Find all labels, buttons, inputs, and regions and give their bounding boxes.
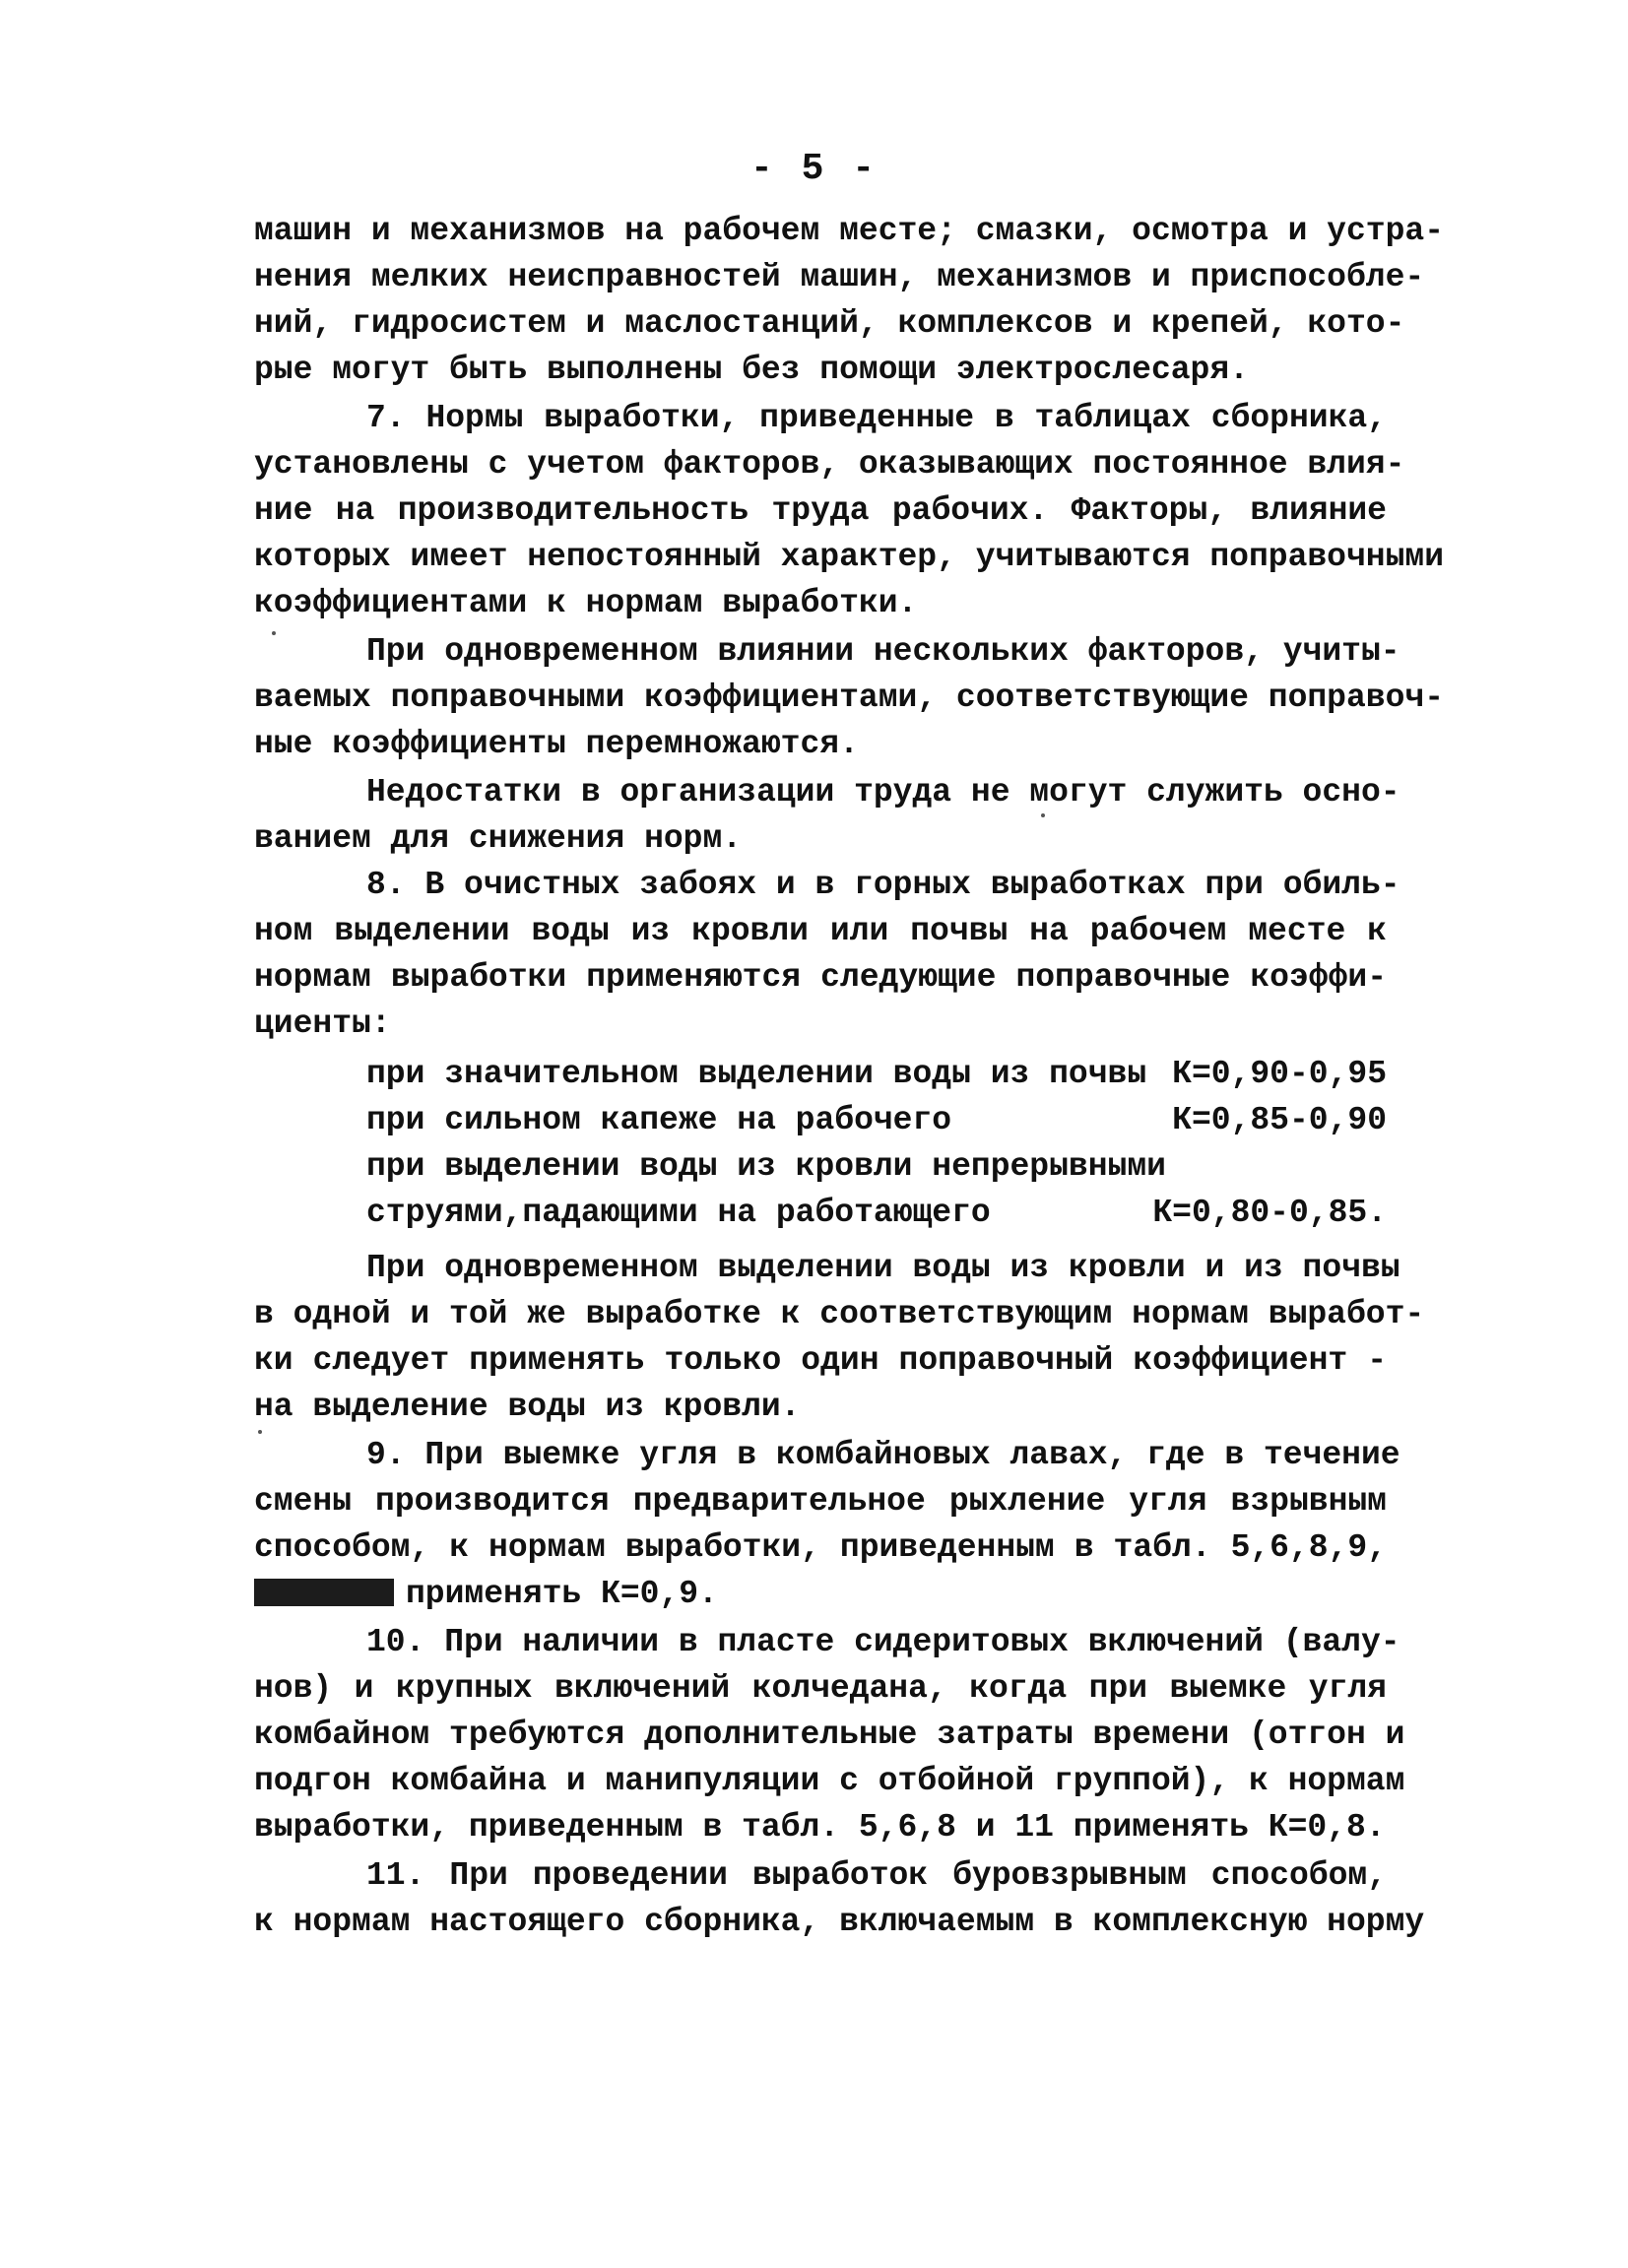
text-line: ние на производительность труда рабочих. Факторы, влияние (254, 492, 1387, 529)
coefficient-row (366, 1053, 1387, 1096)
page-number: - 5 - (749, 148, 879, 190)
text-line: ном выделении воды из кровли или почвы на рабочем месте к (254, 913, 1387, 949)
text-line: нормам выработки применяются следующие поправочные коэффи- (254, 959, 1387, 996)
text-line: подгон комбайна и манипуляции с отбойной группой), к нормам (254, 1763, 1405, 1799)
coefficient-row (366, 1192, 1387, 1235)
text-line: установлены с учетом факторов, оказывающих постоянное влия- (254, 446, 1405, 483)
coefficient-condition: при сильном капеже на рабочего (366, 1102, 952, 1138)
coefficient-condition: при выделении воды из кровли непрерывными (366, 1148, 1166, 1185)
scan-speck (258, 1430, 262, 1434)
coefficient-value: К=0,80-0,85. (1152, 1195, 1387, 1231)
text-line: коэффициентами к нормам выработки. (254, 585, 918, 621)
scan-speck (1041, 813, 1045, 817)
text-line: применять К=0,9. (406, 1576, 718, 1612)
text-line: рые могут быть выполнены без помощи электрослесаря. (254, 352, 1249, 388)
text-line: ваемых поправочными коэффициентами, соответствующие поправоч- (254, 680, 1444, 716)
text-line: выработки, приведенным в табл. 5,6,8 и 11 применять К=0,8. (254, 1809, 1386, 1846)
text-line: При одновременном выделении воды из кровли и из почвы (366, 1250, 1400, 1286)
text-line: 11. При проведении выработок буровзрывным способом, (366, 1857, 1387, 1894)
text-line: ки следует применять только один поправочный коэффициент - (254, 1342, 1387, 1379)
text-line: к нормам настоящего сборника, включаемым в комплексную норму (254, 1904, 1425, 1940)
text-line: на выделение воды из кровли. (254, 1389, 801, 1425)
text-line: ванием для снижения норм. (254, 820, 743, 857)
text-line: нения мелких неисправностей машин, механизмов и приспособле- (254, 259, 1425, 295)
coefficient-value: К=0,85-0,90 (1172, 1102, 1387, 1138)
coefficient-condition: при значительном выделении воды из почвы (366, 1056, 1147, 1092)
redaction-mark (254, 1579, 394, 1606)
text-line-with-redaction (254, 1573, 1387, 1616)
coefficient-value: К=0,90-0,95 (1172, 1056, 1387, 1092)
text-line: 10. При наличии в пласте сидеритовых включений (валу- (366, 1624, 1400, 1660)
text-line: 7. Нормы выработки, приведенные в таблицах сборника, (366, 400, 1387, 436)
text-line: ний, гидросистем и маслостанций, комплексов и крепей, кото- (254, 305, 1405, 342)
text-line: смены производится предварительное рыхление угля взрывным (254, 1483, 1387, 1520)
text-line: комбайном требуются дополнительные затраты времени (отгон и (254, 1717, 1405, 1753)
text-line: машин и механизмов на рабочем месте; смазки, осмотра и устра- (254, 213, 1444, 249)
coefficient-condition: струями,падающими на работающего (366, 1195, 991, 1231)
text-line: Недостатки в организации труда не могут служить осно- (366, 774, 1400, 810)
coefficient-row (366, 1145, 1387, 1189)
scan-speck (272, 631, 276, 635)
text-line: в одной и той же выработке к соответствующим нормам выработ- (254, 1296, 1425, 1332)
text-line: способом, к нормам выработки, приведенным в табл. 5,6,8,9, (254, 1529, 1387, 1566)
text-line: 8. В очистных забоях и в горных выработках при обиль- (366, 867, 1400, 903)
text-line: нов) и крупных включений колчедана, когда при выемке угля (254, 1670, 1387, 1707)
coefficient-row (366, 1099, 1387, 1142)
text-line: 9. При выемке угля в комбайновых лавах, где в течение (366, 1437, 1400, 1473)
text-line: циенты: (254, 1005, 391, 1042)
text-line: ные коэффициенты перемножаются. (254, 726, 859, 762)
text-line: При одновременном влиянии нескольких факторов, учиты- (366, 633, 1400, 670)
text-line: которых имеет непостоянный характер, учитываются поправочными (254, 539, 1444, 575)
